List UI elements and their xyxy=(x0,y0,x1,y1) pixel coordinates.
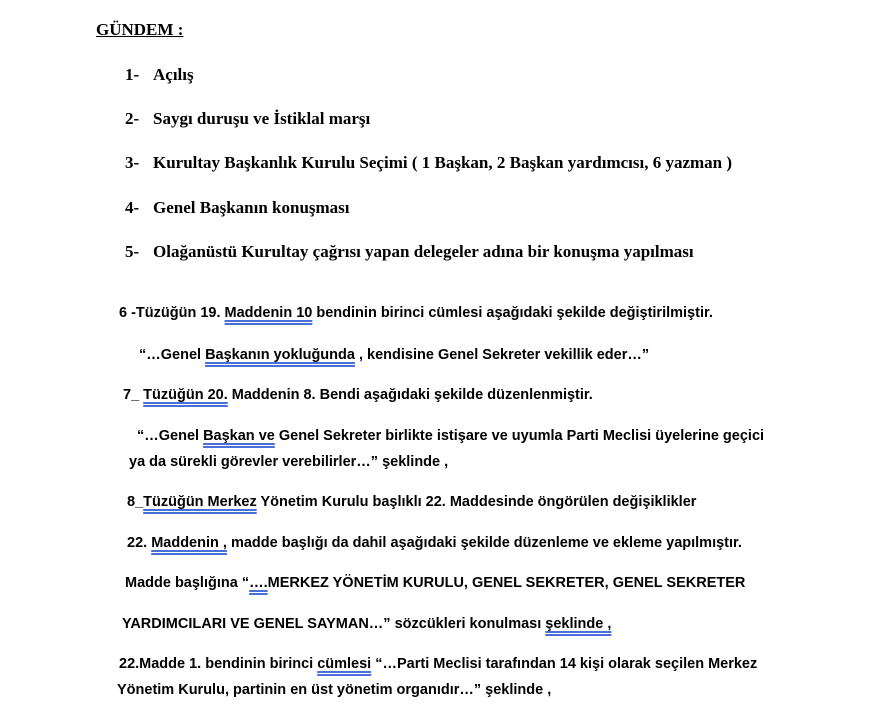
text-span: YARDIMCILARI VE GENEL SAYMAN…” sözcükleri konulması xyxy=(122,616,546,632)
text-span: 8_ xyxy=(127,494,144,510)
spellcheck-text: Tüzüğün 20. xyxy=(143,387,228,403)
agenda-number: 3- xyxy=(125,153,140,172)
title-change-line2 xyxy=(122,616,611,632)
agenda-item xyxy=(125,242,694,262)
text-span: Genel Sekreter birlikte istişare ve uyumla Parti Meclisi üyelerine geçici xyxy=(274,428,765,444)
text-span: “…Genel xyxy=(137,428,204,444)
agenda-text: Kurultay Başkanlık Kurulu Seçimi ( 1 Başkan, 2 Başkan yardımcısı, 6 yazman ) xyxy=(153,153,733,172)
text-span: Madde başlığına “ xyxy=(125,575,250,591)
quote-7-line1 xyxy=(137,428,764,444)
text-span: madde başlığı da dahil aşağıdaki şekilde düzenleme ve ekleme yapılmıştır. xyxy=(226,535,742,551)
spellcheck-text: Başkan ve xyxy=(203,428,275,444)
agenda-item xyxy=(125,198,350,218)
text-span: bendinin birinci cümlesi aşağıdaki şekilde değiştirilmiştir. xyxy=(312,305,713,321)
text-span: 6 -Tüzüğün 19. xyxy=(119,305,225,321)
text-span: MERKEZ YÖNETİM KURULU, GENEL SEKRETER, GENEL SEKRETER xyxy=(267,575,746,591)
agenda-item xyxy=(125,153,732,173)
paragraph-22 xyxy=(127,535,742,551)
text-span: , kendisine Genel Sekreter vekillik eder…” xyxy=(354,347,650,363)
agenda-number: 1- xyxy=(125,65,140,84)
spellcheck-text: Tüzüğün Merkez xyxy=(143,494,257,510)
spellcheck-text: Başkanın yokluğunda xyxy=(205,347,355,363)
spellcheck-text: Maddenin 10 xyxy=(224,305,313,321)
agenda-text: Açılış xyxy=(153,65,194,84)
text-span: 22. xyxy=(127,535,152,551)
agenda-number: 4- xyxy=(125,198,140,217)
text-span: Yönetim Kurulu başlıklı 22. Maddesinde öngörülen değişiklikler xyxy=(256,494,697,510)
agenda-item xyxy=(125,65,194,85)
spellcheck-text: şeklinde , xyxy=(545,616,612,632)
title-change-line1 xyxy=(125,575,745,591)
paragraph-22-1-line2: Yönetim Kurulu, partinin en üst yönetim organıdır…” şeklinde , xyxy=(117,682,552,698)
page-title: GÜNDEM : xyxy=(96,20,184,39)
spellcheck-text: …. xyxy=(249,575,268,591)
text-span: 7_ xyxy=(123,387,144,403)
text-span: 22.Madde 1. bendinin birinci xyxy=(119,656,318,672)
agenda-text: Saygı duruşu ve İstiklal marşı xyxy=(153,109,371,128)
agenda-text: Olağanüstü Kurultay çağrısı yapan delegeler adına bir konuşma yapılması xyxy=(153,242,694,261)
text-span: “…Parti Meclisi tarafından 14 kişi olarak seçilen Merkez xyxy=(371,656,758,672)
agenda-number: 2- xyxy=(125,109,140,128)
text-span: “…Genel xyxy=(139,347,206,363)
quote-6 xyxy=(139,347,649,363)
paragraph-7 xyxy=(123,387,593,403)
paragraph-6 xyxy=(119,305,713,321)
spellcheck-text: Maddenin , xyxy=(151,535,227,551)
paragraph-8 xyxy=(127,494,696,510)
agenda-number: 5- xyxy=(125,242,140,261)
quote-7-line2: ya da sürekli görevler verebilirler…” şeklinde , xyxy=(129,454,449,470)
text-span: Maddenin 8. Bendi aşağıdaki şekilde düzenlenmiştir. xyxy=(227,387,593,403)
agenda-item xyxy=(125,109,370,129)
spellcheck-text: cümlesi xyxy=(317,656,372,672)
agenda-text: Genel Başkanın konuşması xyxy=(153,198,350,217)
paragraph-22-1-line1 xyxy=(119,656,757,672)
